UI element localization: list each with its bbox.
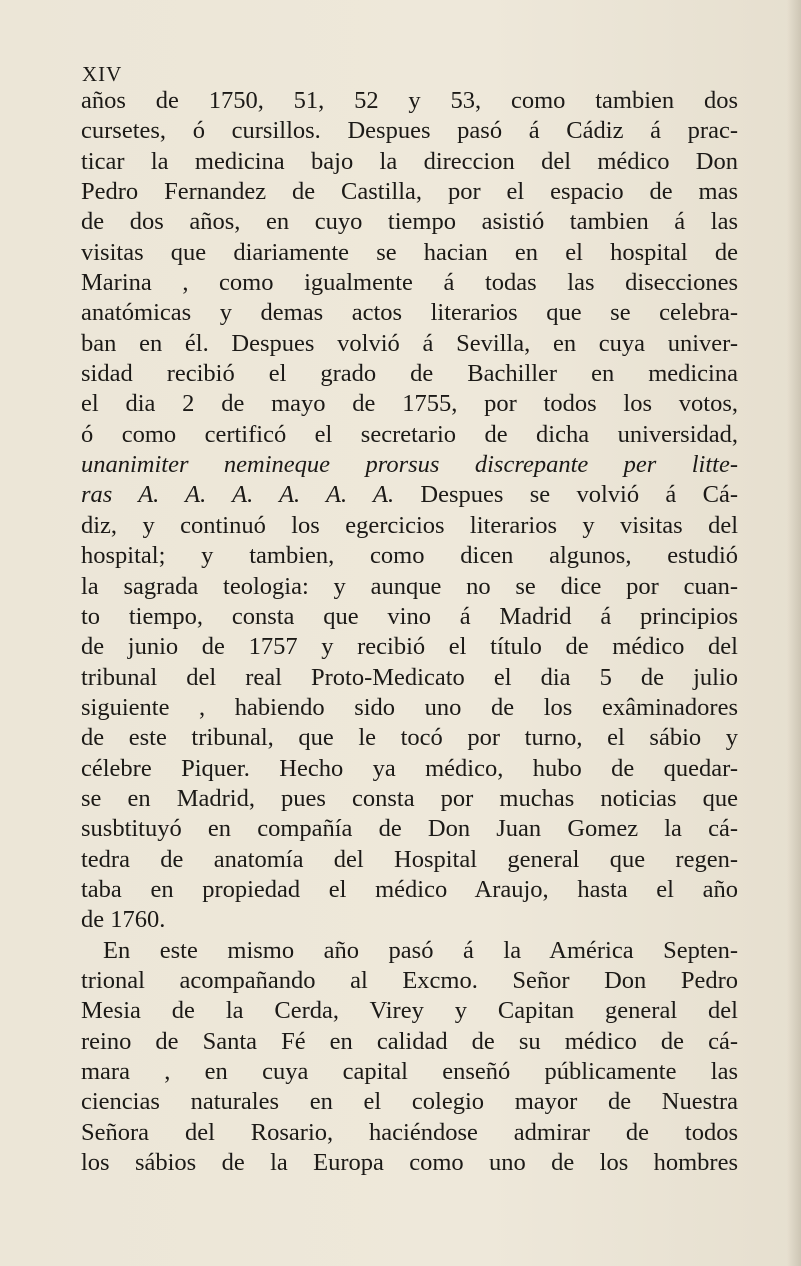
text-line: diz, y continuó los egercicios literarios y visitas del [81, 511, 738, 539]
text-line: reino de Santa Fé en calidad de su médico de cá- [81, 1027, 738, 1055]
text-line: trional acompañando al Excmo. Señor Don Pedro [81, 966, 738, 994]
text-line: ban en él. Despues volvió á Sevilla, en cuya univer- [81, 329, 738, 357]
text-line-mixed [81, 480, 738, 510]
text-line: Marina , como igualmente á todas las disecciones [81, 269, 738, 297]
text-line: Pedro Fernandez de Castilla, por el espacio de mas [81, 178, 738, 206]
text-line: los sábios de la Europa como uno de los hombres [81, 1149, 738, 1177]
text-line: se en Madrid, pues consta por muchas noticias que [81, 784, 738, 812]
text-line: ciencias naturales en el colegio mayor de Nuestra [81, 1088, 738, 1116]
text-line: Señora del Rosario, haciéndose admirar de todos [81, 1118, 738, 1146]
text-line: mara , en cuya capital enseñó públicamente las [81, 1058, 738, 1085]
text-line: célebre Piquer. Hecho ya médico, hubo de quedar- [81, 754, 738, 782]
text-line: ó como certificó el secretario de dicha universidad, [81, 420, 738, 448]
text-line: susbtituyó en compañía de Don Juan Gomez la cá- [81, 815, 738, 843]
text-line: ticar la medicina bajo la direccion del médico Don [81, 147, 738, 175]
text-line: de junio de 1757 y recibió el título de médico del [81, 633, 738, 661]
text-line: cursetes, ó cursillos. Despues pasó á Cádiz á prac- [81, 117, 738, 145]
text-line-latin-quote: unanimiter nemineque prorsus discrepante per litte- [81, 451, 738, 479]
text-line: siguiente , habiendo sido uno de los exâminadores [81, 693, 738, 721]
text-line: Mesia de la Cerda, Virey y Capitan general del [81, 997, 738, 1025]
text-line-rest: Despues se volvió á Cá- [394, 481, 738, 509]
paragraph-start-line: En este mismo año pasó á la América Septen- [103, 936, 738, 964]
text-line: sidad recibió el grado de Bachiller en medicina [81, 360, 738, 388]
text-line: hospital; y tambien, como dicen algunos, estudió [81, 542, 738, 570]
text-line: el dia 2 de mayo de 1755, por todos los votos, [81, 390, 738, 418]
text-line: de este tribunal, que le tocó por turno, el sábio y [81, 724, 738, 752]
text-line: taba en propiedad el médico Araujo, hasta el año [81, 875, 738, 903]
text-line: años de 1750, 51, 52 y 53, como tambien dos [81, 87, 738, 114]
page-edge-shadow [787, 0, 801, 1266]
text-line: tribunal del real Proto-Medicato el dia 5 de julio [81, 663, 738, 691]
body-text [81, 86, 738, 1178]
text-line: tedra de anatomía del Hospital general que regen- [81, 845, 738, 873]
text-line: la sagrada teologia: y aunque no se dice por cuan- [81, 572, 738, 600]
text-line: visitas que diariamente se hacian en el hospital de [81, 238, 738, 266]
text-line: de dos años, en cuyo tiempo asistió tambien á las [81, 208, 738, 236]
paragraph-end-line: de 1760. [81, 906, 166, 934]
latin-quote-end: ras A. A. A. A. A. A. [81, 481, 395, 509]
text-line: anatómicas y demas actos literarios que se celebra- [81, 299, 738, 327]
page-number: XIV [82, 62, 123, 86]
text-line: to tiempo, consta que vino á Madrid á principios [81, 602, 738, 630]
